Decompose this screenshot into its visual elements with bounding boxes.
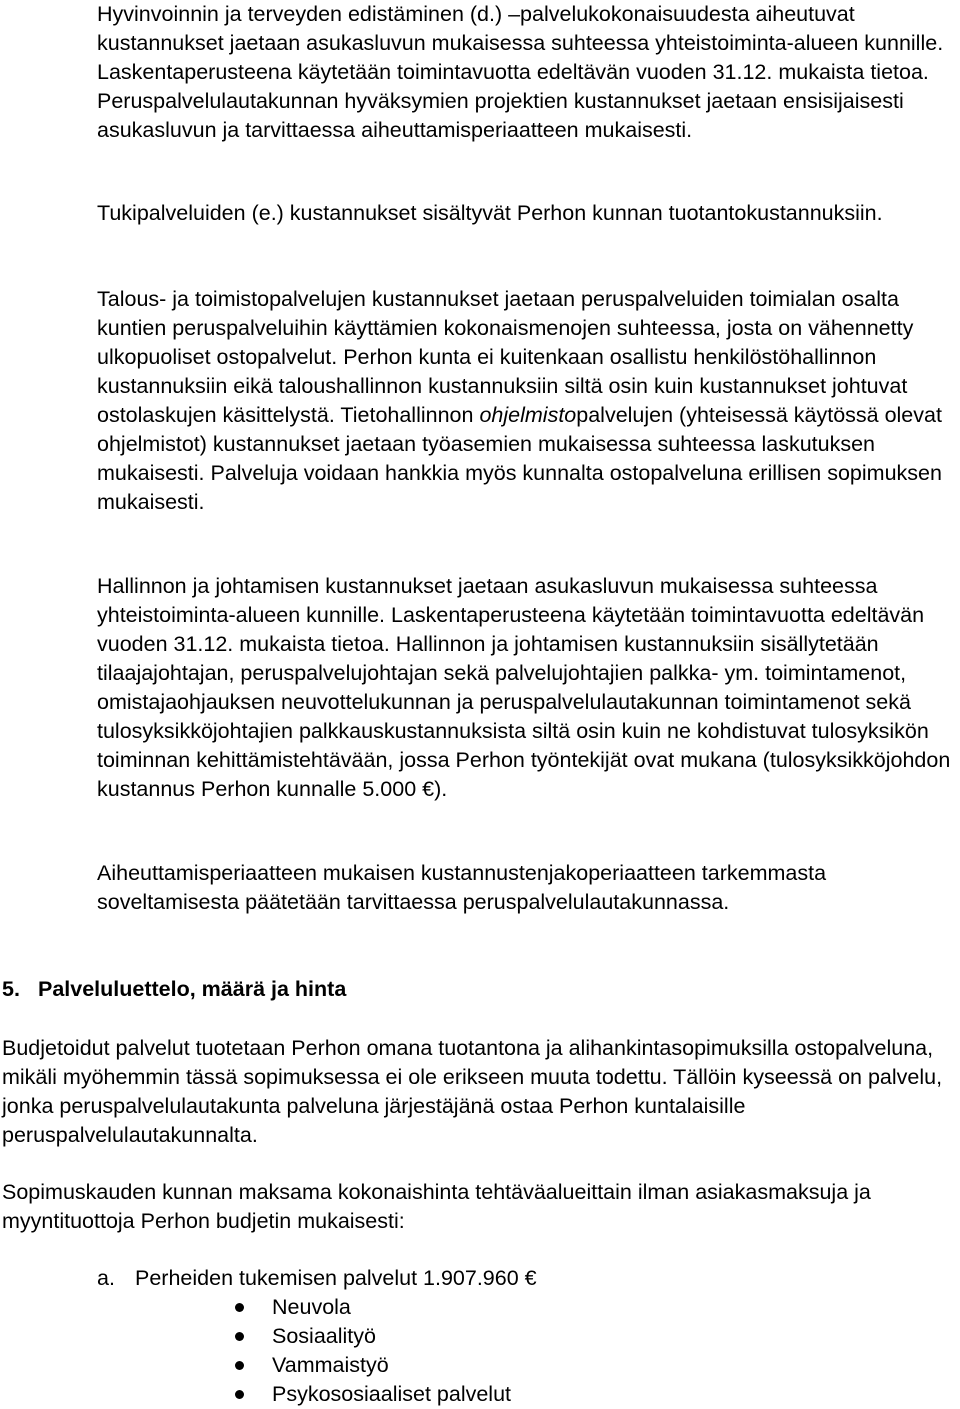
paragraph-aiheuttamisperiaate: Aiheuttamisperiaatteen mukaisen kustannustenjakoperiaatteen tarkemmasta soveltamisesta päätetään tarvittaessa peruspalvelulautakunnassa. — [97, 861, 827, 914]
bullet-icon — [235, 1361, 244, 1370]
paragraph-hyvinvointi-costs: Hyvinvoinnin ja terveyden edistäminen (d.) –palvelukokonaisuudesta aiheutuvat kustannukset jaetaan asukasluvun mukaisessa suhteessa yhteistoiminta-alueen kunnille. Laskentaperusteena käytetään toimintavuotta edeltävän vuoden 31.12. mukaista tietoa. Peruspalvelulautakunnan hyväksymien projektien kustannukset jaetaan ensisijaisesti asukasluvun ja tarvittaessa aiheuttamisperiaatteen mukaisesti. — [97, 2, 944, 142]
list-item — [228, 1380, 511, 1409]
paragraph-hallinto-johtaminen: Hallinnon ja johtamisen kustannukset jaetaan asukasluvun mukaisessa suhteessa yhteistoiminta-alueen kunnille. Laskentaperusteena käytetään toimintavuotta edeltävän vuoden 31.12. mukaista tietoa. Hallinnon ja johtamisen kustannuksiin sisällytetään tilaajajohtajan, peruspalvelujohtajan sekä palvelujohtajien palkka- ym. toimintamenot, omistajaohjauksen neuvottelukunnan ja peruspalvelulautakunnan toimintamenot sekä tulosyksikköjohtajien palkkauskustannuksista siltä osin kuin ne kohdistuvat tulosyksikön toiminnan kehittämistehtävään, jossa Perhon työntekijät ovat mukana (tulosyksikköjohdon kustannus Perhon kunnalle 5.000 €). — [97, 574, 951, 801]
list-item-label: Sosiaalityö — [272, 1324, 376, 1348]
list-item — [228, 1322, 511, 1351]
list-marker-a: a. — [97, 1266, 115, 1290]
bullet-icon — [235, 1303, 244, 1312]
section-heading — [2, 975, 958, 1004]
bullet-icon — [235, 1390, 244, 1399]
paragraph-talous-part2: palvelujen (yhteisessä käytössä olevat ohjelmistot) kustannukset jaetaan työasemien mukaisessa suhteessa laskutuksen mukaisesti. Palveluja voidaan hankkia myös kunnalta ostopalveluna erillisen sopimuksen mukaisesti. — [97, 403, 942, 514]
list-item-label: Neuvola — [272, 1295, 351, 1319]
bullet-icon — [235, 1332, 244, 1341]
list-item-a-text: Perheiden tukemisen palvelut 1.907.960 € — [135, 1266, 537, 1290]
paragraph-kokonaishinta: Sopimuskauden kunnan maksama kokonaishinta tehtäväalueittain ilman asiakasmaksuja ja myyntituottoja Perhon budjetin mukaisesti: — [2, 1180, 871, 1233]
list-item-label: Psykososiaaliset palvelut — [272, 1382, 512, 1406]
paragraph-talous-toimisto — [97, 285, 959, 517]
paragraph-budjetoidut-palvelut: Budjetoidut palvelut tuotetaan Perhon omana tuotantona ja alihankintasopimuksilla ostopalveluna, mikäli myöhemmin tässä sopimuksessa ei ole erikseen muuta todettu. Tällöin kyseessä on palvelu, jonka peruspalvelulautakunta palveluna järjestäjänä ostaa Perhon kuntalaisille peruspalvelulautakunnalta. — [2, 1036, 943, 1147]
paragraph-talous-part1: Talous- ja toimistopalvelujen kustannukset jaetaan peruspalveluiden toimialan osalta kuntien peruspalveluihin käyttämien kokonaismenojen suhteessa, josta on vähennetty ulkopuoliset ostopalvelut. Perhon kunta ei kuitenkaan osallistu henkilöstöhallinnon kustannuksiin eikä taloushallinnon kustannuksiin siltä osin kuin kustannukset johtuvat ostolaskujen käsittelystä. Tietohallinnon — [97, 287, 914, 427]
section-number: 5. — [2, 977, 20, 1001]
list-item — [228, 1351, 511, 1380]
paragraph-tukipalvelut: Tukipalveluiden (e.) kustannukset sisältyvät Perhon kunnan tuotantokustannuksiin. — [97, 201, 883, 225]
section-title: Palveluluettelo, määrä ja hinta — [38, 977, 347, 1001]
list-item-a — [97, 1264, 537, 1293]
paragraph-talous-italic: ohjelmisto — [479, 403, 577, 427]
service-bullet-list — [228, 1293, 511, 1409]
list-item-label: Vammaistyö — [272, 1353, 389, 1377]
service-list — [97, 1264, 537, 1293]
list-item — [228, 1293, 511, 1322]
